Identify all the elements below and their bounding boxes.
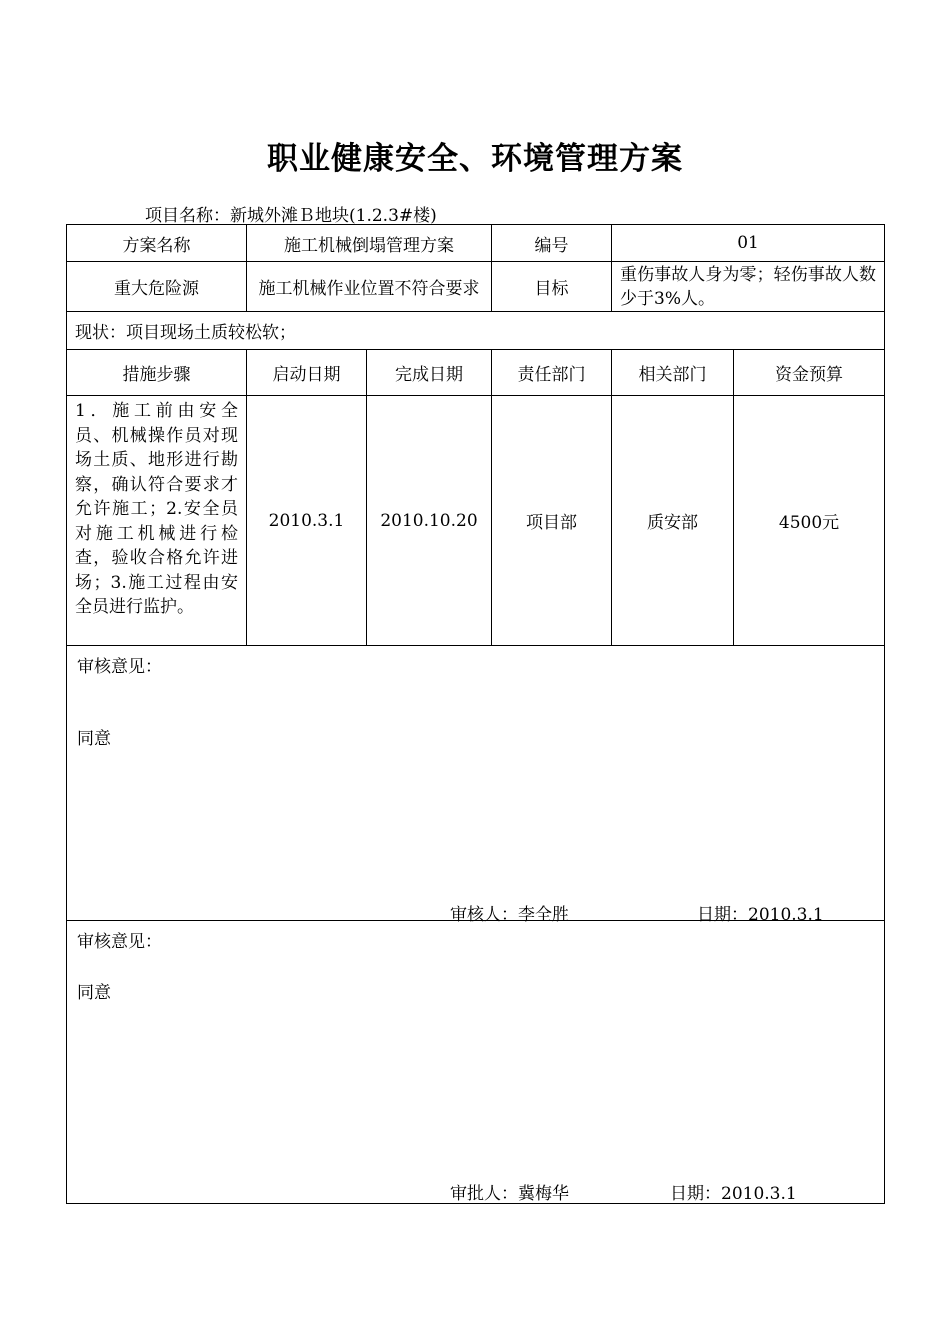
approver-signature: 审批人：冀梅华 [450,1184,569,1204]
review-row-2 [67,921,885,1204]
hazard-label: 重大危险源 [67,262,247,312]
header-row [67,350,885,396]
measure-row [67,396,885,646]
measure-responsible-dept: 项目部 [492,396,612,646]
hazard-row [67,262,885,312]
hazard-value: 施工机械作业位置不符合要求 [247,262,492,312]
header-end-date: 完成日期 [367,350,492,396]
status-row [67,312,885,350]
measure-steps: 1．施工前由安全员、机械操作员对现场土质、地形进行勘察，确认符合要求才允许施工；2.安全员对施工机械进行检查，验收合格允许进场；3.施工过程由安全员进行监护。 [67,396,247,646]
measure-start-date: 2010.3.1 [247,396,367,646]
number-value: 01 [612,225,885,262]
status-text: 现状：项目现场土质较松软； [67,312,885,350]
header-start-date: 启动日期 [247,350,367,396]
measure-budget: 4500元 [734,396,885,646]
plan-name-value: 施工机械倒塌管理方案 [247,225,492,262]
reviewer-signature: 审核人：李全胜 [450,905,569,925]
review-row-1 [67,646,885,921]
header-steps: 措施步骤 [67,350,247,396]
target-value: 重伤事故人身为零；轻伤事故人数少于3%人。 [612,262,885,312]
plan-table [66,224,885,1204]
measure-related-dept: 质安部 [612,396,734,646]
review-opinion-2: 同意 [77,983,111,1003]
header-responsible-dept: 责任部门 [492,350,612,396]
review-cell-1 [67,646,885,925]
plan-name-row [67,225,885,262]
review-cell-2 [67,921,885,1204]
measure-end-date: 2010.10.20 [367,396,492,646]
review-label-1: 审核意见： [77,657,162,677]
header-related-dept: 相关部门 [612,350,734,396]
project-name: 项目名称：新城外滩Ｂ地块(1.2.3#楼) [145,206,437,226]
number-label: 编号 [492,225,612,262]
plan-name-label: 方案名称 [67,225,247,262]
review-label-2: 审核意见： [77,932,162,952]
target-label: 目标 [492,262,612,312]
header-budget: 资金预算 [734,350,885,396]
document-title: 职业健康安全、环境管理方案 [267,141,683,177]
review-date-2: 日期：2010.3.1 [670,1184,797,1204]
review-date-1: 日期：2010.3.1 [697,905,824,925]
review-opinion-1: 同意 [77,729,111,749]
